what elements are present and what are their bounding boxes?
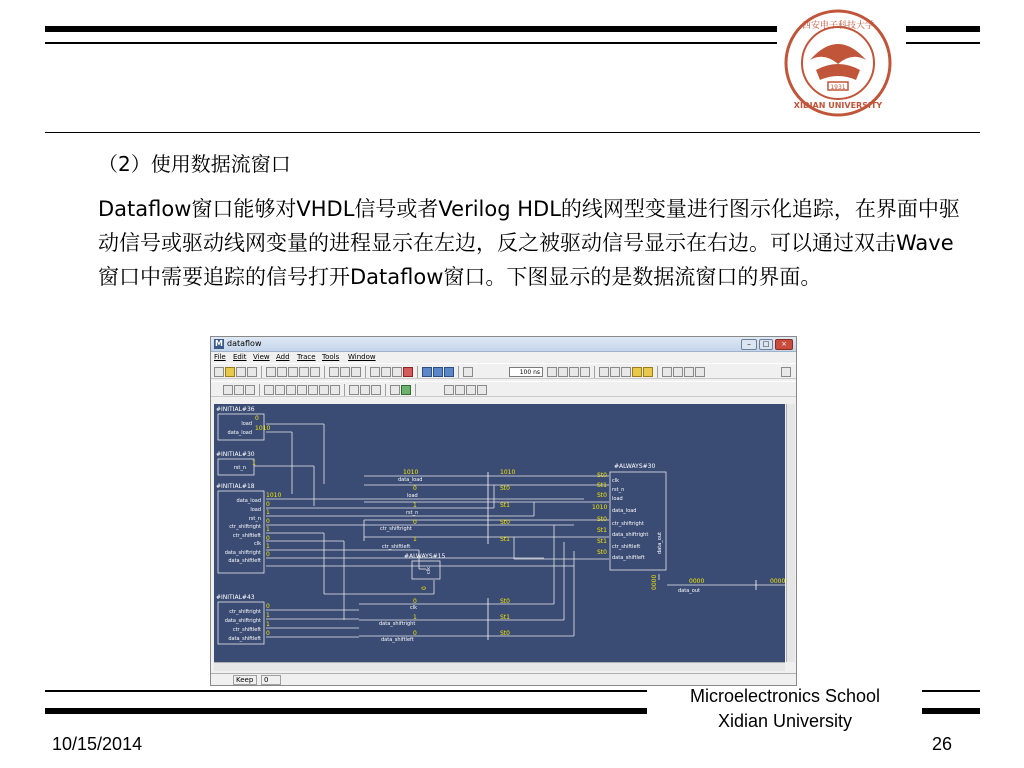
port-label: data_load xyxy=(236,498,261,504)
run-length-icon[interactable] xyxy=(463,367,473,377)
net-value: St1 xyxy=(500,614,510,621)
port-state: St0 xyxy=(597,492,607,499)
top-rule-thin-right xyxy=(906,42,980,44)
university-seal xyxy=(780,8,896,118)
menu-view[interactable]: View xyxy=(253,353,270,361)
port-label: ctr_shiftleft xyxy=(232,627,261,633)
net-label: data_load xyxy=(398,477,423,483)
net-label: load xyxy=(407,493,418,499)
erase-icon[interactable] xyxy=(371,385,381,395)
menu-file[interactable]: File xyxy=(214,353,226,361)
net-label: clk xyxy=(410,605,418,611)
stop-wave-icon[interactable] xyxy=(401,385,411,395)
net-label: data_shiftright xyxy=(379,621,416,627)
run-all-icon[interactable] xyxy=(569,367,579,377)
block-name-initial-30: #INITIAL#30 xyxy=(216,451,255,458)
toolbar-separator xyxy=(261,366,262,378)
port-label: clk xyxy=(426,566,432,574)
trace-chain-icon[interactable] xyxy=(643,367,653,377)
net-value: 0 xyxy=(413,519,417,526)
run-length-input[interactable]: 100 ns xyxy=(509,367,543,377)
menu-tools[interactable]: Tools xyxy=(322,353,340,361)
pan-icon[interactable] xyxy=(245,385,255,395)
trace-input-icon[interactable] xyxy=(264,385,274,395)
port-label: data_shiftleft xyxy=(612,555,645,561)
toolbar-row-1 xyxy=(211,363,796,379)
toolbar-separator xyxy=(458,366,459,378)
port-value: 1 xyxy=(266,526,270,533)
block-name-initial-18: #INITIAL#18 xyxy=(216,483,255,490)
process-block-initial-30[interactable] xyxy=(216,451,256,475)
print-icon[interactable] xyxy=(247,367,257,377)
port-label: data_shiftright xyxy=(224,618,261,624)
output-value: 0000 xyxy=(689,578,705,585)
slide-date: 10/15/2014 xyxy=(52,734,143,754)
toolbar-separator xyxy=(365,366,366,378)
port-label: clk xyxy=(253,541,261,547)
window-title: dataflow xyxy=(227,339,262,348)
step-out-icon[interactable] xyxy=(610,367,620,377)
footer-rule-thin xyxy=(45,708,647,714)
header-divider xyxy=(45,132,980,133)
block-name-initial-43: #INITIAL#43 xyxy=(216,594,255,601)
step-over-icon[interactable] xyxy=(599,367,609,377)
port-state: St1 xyxy=(597,482,607,489)
port-state: St1 xyxy=(597,527,607,534)
dataflow-canvas[interactable] xyxy=(214,404,785,662)
net-values xyxy=(403,469,785,637)
zoom-out-icon[interactable] xyxy=(455,385,465,395)
menu-bar xyxy=(211,352,796,363)
cut-icon[interactable] xyxy=(266,367,276,377)
expand-all-icon[interactable] xyxy=(330,385,340,395)
port-value: 1 xyxy=(266,621,270,628)
regenerate-icon[interactable] xyxy=(349,385,359,395)
net-label: ctr_shiftleft xyxy=(382,544,411,550)
net-value: St1 xyxy=(500,502,510,509)
toolbar-separator xyxy=(385,384,386,396)
footer-rule-thick xyxy=(45,690,647,692)
port-data-load: data_load xyxy=(227,430,252,436)
top-rule-thin xyxy=(45,42,777,44)
continue-icon[interactable] xyxy=(558,367,568,377)
port-label: rst_n xyxy=(612,487,625,493)
net-value: 0 xyxy=(413,598,417,605)
port-label: ctr_shiftright xyxy=(612,521,644,527)
port-label: data_out xyxy=(657,532,663,554)
collapse-icon[interactable] xyxy=(351,367,361,377)
zoom-full-icon[interactable] xyxy=(466,385,476,395)
port-label: clk xyxy=(612,478,620,484)
page-number: 26 xyxy=(932,734,953,754)
process-block-always-30[interactable] xyxy=(592,463,666,590)
port-label: data_shiftleft xyxy=(228,636,261,642)
block-name-always-15: #ALWAYS#15 xyxy=(404,553,446,560)
redo-icon[interactable] xyxy=(310,367,320,377)
net-value: St0 xyxy=(500,485,510,492)
university-name: Xidian University xyxy=(717,711,853,731)
port-label: data_shiftright xyxy=(224,550,261,556)
port-value: 0 xyxy=(266,603,270,610)
bookmark-next-icon[interactable] xyxy=(673,367,683,377)
school-name: Microelectronics School xyxy=(689,686,881,706)
top-rule-thick xyxy=(45,26,777,32)
port-label: rst_n xyxy=(248,516,261,522)
port-state: St1 xyxy=(597,538,607,545)
port-label: ctr_shiftright xyxy=(229,609,261,615)
seal-year: 1931 xyxy=(830,84,846,91)
port-state: St0 xyxy=(597,516,607,523)
port-state: St0 xyxy=(597,472,607,479)
value-data-load: 1010 xyxy=(255,425,271,432)
block-name-initial-36: #INITIAL#36 xyxy=(216,406,255,413)
seal-bottom-text: XIDIAN UNIVERSITY xyxy=(793,101,883,110)
run-icon[interactable] xyxy=(547,367,557,377)
port-value: 0 xyxy=(266,535,270,542)
new-icon[interactable] xyxy=(214,367,224,377)
minimize-button[interactable]: – xyxy=(741,339,757,350)
bookmark-icon[interactable] xyxy=(662,367,672,377)
net-label: rst_n xyxy=(406,510,419,516)
process-block-always-15[interactable] xyxy=(404,553,445,590)
up-arrow-icon[interactable] xyxy=(422,367,432,377)
step-icon[interactable] xyxy=(580,367,590,377)
menu-trace[interactable]: Trace xyxy=(297,353,316,361)
status-keep: Keep xyxy=(233,675,257,685)
net-label: ctr_shiftright xyxy=(380,526,412,532)
port-label: load xyxy=(250,507,261,513)
select-icon[interactable] xyxy=(223,385,233,395)
port-load: load xyxy=(241,421,252,427)
port-label: data_load xyxy=(612,508,637,514)
break-icon[interactable] xyxy=(392,367,402,377)
body-paragraph: Dataflow窗口能够对VHDL信号或者Verilog HDL的线网型变量进行图示化追踪，在界面中驱动信号或驱动线网变量的进程显示在左边，反之被驱动信号显示在右边。可以通过双击Wave窗口中需要追踪的信号打开Dataflow窗口。下图显示的是数据流窗口的界面。 xyxy=(98,197,960,289)
show-wave-icon[interactable] xyxy=(360,385,370,395)
section-heading: （2）使用数据流窗口 xyxy=(98,152,291,176)
port-value: 0 xyxy=(421,586,428,590)
toolbar-row-2 xyxy=(211,381,796,397)
top-rule-thick-right xyxy=(906,26,980,32)
port-rst-n: rst_n xyxy=(233,465,246,471)
port-value: 0 xyxy=(266,518,270,525)
window-titlebar[interactable] xyxy=(211,337,796,352)
toolbar-separator xyxy=(594,366,595,378)
seal-top-text: 西安电子科技大学 xyxy=(801,21,875,31)
app-icon: M xyxy=(215,339,223,348)
dock-icon[interactable] xyxy=(781,367,791,377)
port-label: ctr_shiftright xyxy=(229,524,261,530)
expand-net-icon[interactable] xyxy=(297,385,307,395)
bookmark-prev-icon[interactable] xyxy=(684,367,694,377)
port-value: 1 xyxy=(266,509,270,516)
simulate-icon[interactable] xyxy=(381,367,391,377)
net-value: 0 xyxy=(413,630,417,637)
menu-add[interactable]: Add xyxy=(276,353,290,361)
close-button[interactable]: × xyxy=(775,339,793,350)
value-load: 0 xyxy=(255,415,259,422)
vertical-scrollbar[interactable] xyxy=(786,404,795,662)
open-icon[interactable] xyxy=(225,367,235,377)
net-value: 1010 xyxy=(403,469,419,476)
step-forward-icon[interactable] xyxy=(390,385,400,395)
toolbar-separator xyxy=(417,366,418,378)
footer-rule-thick-right xyxy=(922,690,980,692)
find-icon[interactable] xyxy=(329,367,339,377)
toolbar-separator xyxy=(259,384,260,396)
net-wires xyxy=(254,424,785,637)
expand-readers-icon[interactable] xyxy=(308,385,318,395)
copy-icon[interactable] xyxy=(277,367,287,377)
toolbar-separator xyxy=(344,384,345,396)
expand-drivers-icon[interactable] xyxy=(319,385,329,395)
port-label: ctr_shiftleft xyxy=(232,533,261,539)
process-block-initial-36[interactable] xyxy=(216,406,270,440)
port-label: ctr_shiftleft xyxy=(612,544,641,550)
block-name-always-30: #ALWAYS#30 xyxy=(614,463,656,470)
menu-window[interactable]: Window xyxy=(348,353,376,361)
net-value: 1010 xyxy=(500,469,516,476)
zoom-area-icon[interactable] xyxy=(234,385,244,395)
dataflow-window xyxy=(210,336,797,686)
port-value: 1 xyxy=(266,612,270,619)
zoom-fit-icon[interactable] xyxy=(477,385,487,395)
horizontal-scrollbar[interactable] xyxy=(214,662,785,671)
net-label: data_shiftleft xyxy=(381,637,414,643)
value-rst-n: 1 xyxy=(252,460,256,467)
port-state: St0 xyxy=(597,549,607,556)
bookmark-clear-icon[interactable] xyxy=(695,367,705,377)
net-value: St0 xyxy=(500,630,510,637)
process-block-initial-18[interactable] xyxy=(216,483,281,573)
net-value: 1 xyxy=(413,614,417,621)
restart-icon[interactable] xyxy=(621,367,631,377)
back-arrow-icon[interactable] xyxy=(433,367,443,377)
output-port-value: 0000 xyxy=(651,574,658,590)
footer-rule-thin-right xyxy=(922,708,980,714)
net-value: St1 xyxy=(500,536,510,543)
port-label: data_shiftleft xyxy=(228,558,261,564)
port-state: 1010 xyxy=(592,504,608,511)
port-value: 0 xyxy=(266,501,270,508)
trace-icon[interactable] xyxy=(632,367,642,377)
trace-output-icon[interactable] xyxy=(286,385,296,395)
process-block-initial-43[interactable] xyxy=(216,594,270,644)
compile-icon[interactable] xyxy=(370,367,380,377)
output-value: 0000 xyxy=(770,578,785,585)
port-value: 1 xyxy=(266,543,270,550)
port-value: 0 xyxy=(266,551,270,558)
port-label: load xyxy=(612,496,623,502)
zoom-in-icon[interactable] xyxy=(444,385,454,395)
format-icon[interactable] xyxy=(340,367,350,377)
undo-icon[interactable] xyxy=(299,367,309,377)
trace-input-net-icon[interactable] xyxy=(275,385,285,395)
output-net-label: data_out xyxy=(678,588,700,594)
menu-edit[interactable]: Edit xyxy=(233,353,247,361)
forward-arrow-icon[interactable] xyxy=(444,367,454,377)
paste-icon[interactable] xyxy=(288,367,298,377)
toolbar-separator xyxy=(657,366,658,378)
port-value: 0 xyxy=(266,630,270,637)
net-value: 0 xyxy=(413,485,417,492)
net-value: St0 xyxy=(500,598,510,605)
stop-icon[interactable] xyxy=(403,367,413,377)
toolbar-separator xyxy=(415,384,416,396)
net-value: 1 xyxy=(413,502,417,509)
net-value: 1 xyxy=(413,536,417,543)
save-icon[interactable] xyxy=(236,367,246,377)
net-value: St0 xyxy=(500,519,510,526)
footer-school xyxy=(650,684,920,734)
port-value: 1010 xyxy=(266,492,282,499)
status-count: 0 xyxy=(261,675,281,685)
toolbar-separator xyxy=(324,366,325,378)
port-label: data_shiftright xyxy=(612,532,649,538)
maximize-button[interactable]: □ xyxy=(759,339,773,350)
